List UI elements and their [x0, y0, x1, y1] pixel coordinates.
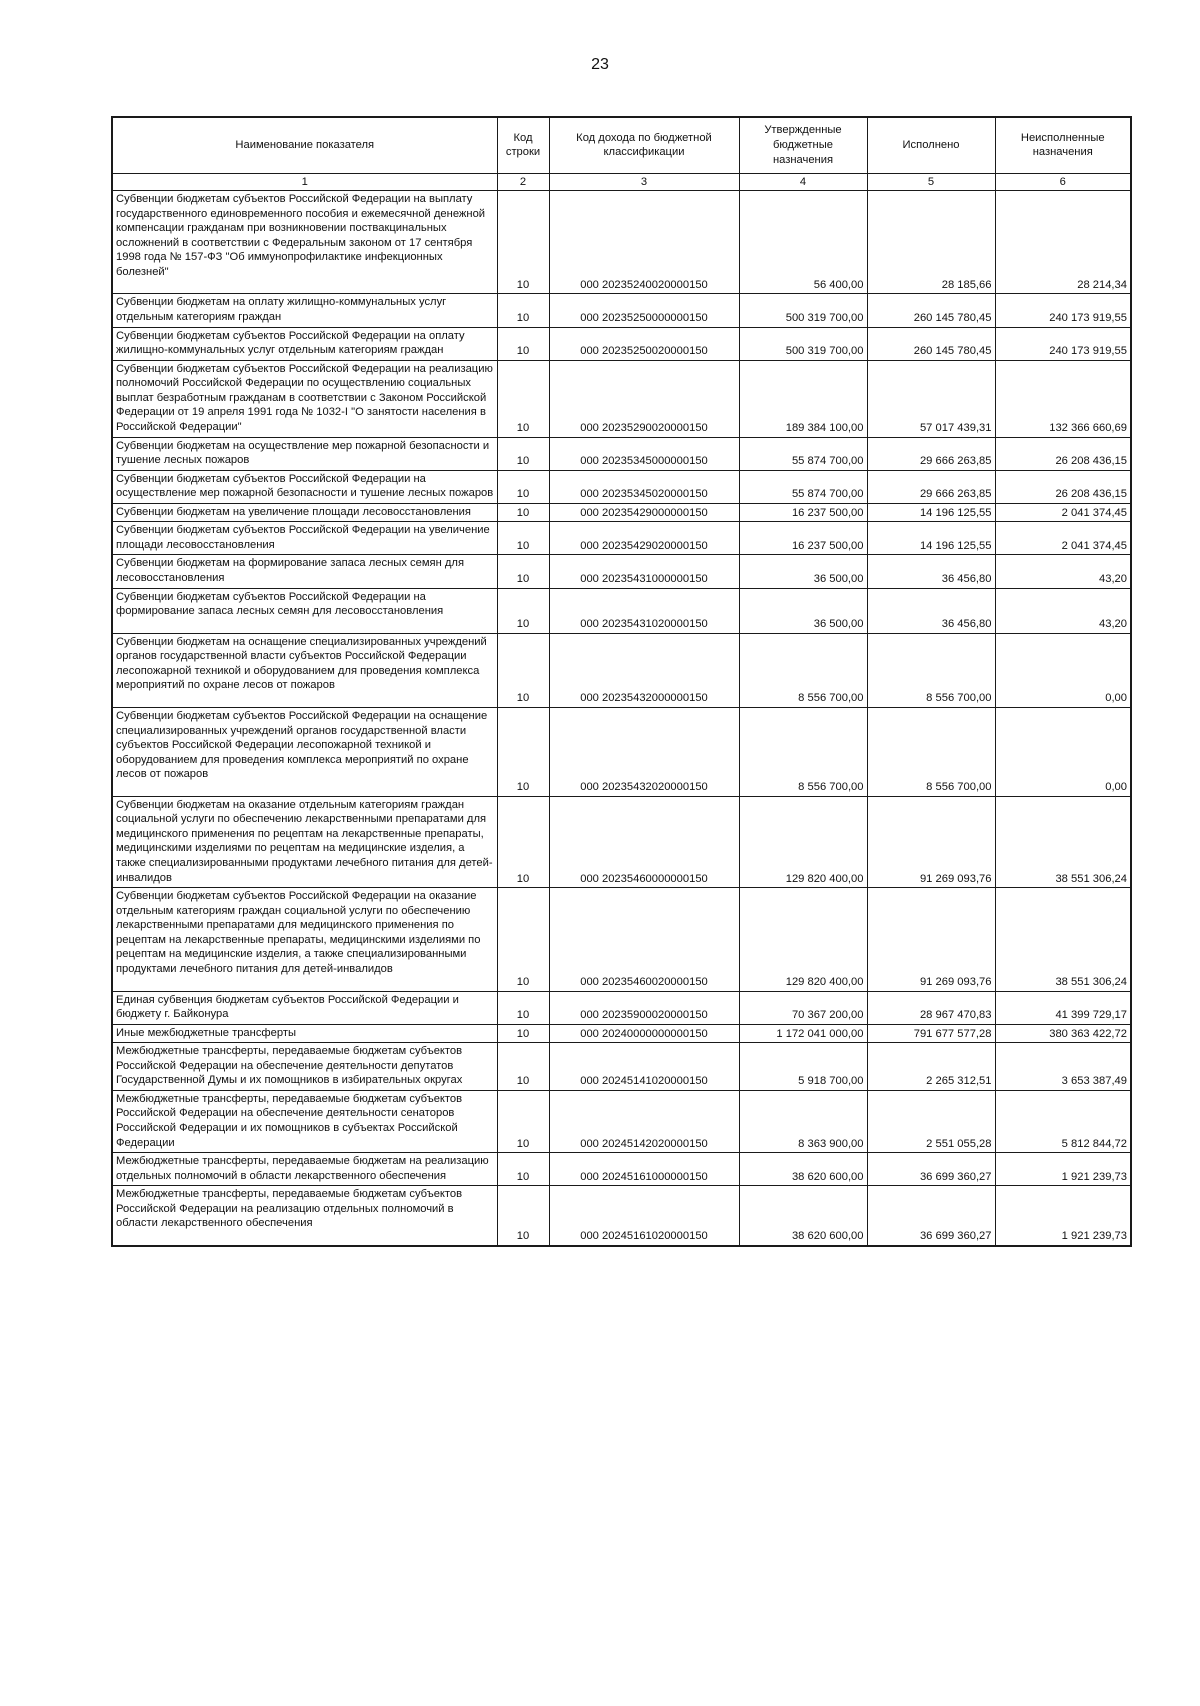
indicator-name: Межбюджетные трансферты, передаваемые бюджетам субъектов Российской Федерации на обеспечение деятельности сенаторов Российской Федерации и их помощников в субъектах Российской Федерации [112, 1090, 497, 1152]
indicator-name: Субвенции бюджетам субъектов Российской Федерации на реализацию полномочий Российской Федерации по осуществлению социальных выплат безработным гражданам в соответствии с Законом Российской Федерации от 19 апреля 1991 года № 1032-I "О занятости населения в Российской Федерации" [112, 360, 497, 437]
executed-amount: 2 551 055,28 [867, 1090, 995, 1152]
table-row [112, 888, 1131, 991]
revenue-code: 000 20235290020000150 [549, 360, 739, 437]
column-number-row [112, 173, 1131, 191]
table-row [112, 437, 1131, 470]
revenue-code: 000 20235429020000150 [549, 522, 739, 555]
table-row [112, 707, 1131, 796]
unexecuted-amount: 132 366 660,69 [995, 360, 1131, 437]
table-row [112, 294, 1131, 327]
approved-amount: 70 367 200,00 [739, 991, 867, 1024]
table-row [112, 633, 1131, 707]
indicator-name: Субвенции бюджетам на оплату жилищно-коммунальных услуг отдельным категориям граждан [112, 294, 497, 327]
budget-revenue-table [111, 116, 1132, 1247]
revenue-code: 000 20245141020000150 [549, 1043, 739, 1091]
approved-amount: 129 820 400,00 [739, 888, 867, 991]
line-code: 10 [497, 437, 549, 470]
approved-amount: 16 237 500,00 [739, 503, 867, 522]
executed-amount: 29 666 263,85 [867, 470, 995, 503]
revenue-code: 000 20235429000000150 [549, 503, 739, 522]
table-row [112, 327, 1131, 360]
table-row [112, 555, 1131, 588]
executed-amount: 36 699 360,27 [867, 1153, 995, 1186]
table-row [112, 522, 1131, 555]
line-code: 10 [497, 888, 549, 991]
executed-amount: 791 677 577,28 [867, 1024, 995, 1043]
line-code: 10 [497, 796, 549, 887]
unexecuted-amount: 2 041 374,45 [995, 522, 1131, 555]
executed-amount: 260 145 780,45 [867, 327, 995, 360]
approved-amount: 16 237 500,00 [739, 522, 867, 555]
line-code: 10 [497, 1153, 549, 1186]
executed-amount: 91 269 093,76 [867, 796, 995, 887]
line-code: 10 [497, 1186, 549, 1246]
revenue-code: 000 20235431020000150 [549, 588, 739, 633]
line-code: 10 [497, 1043, 549, 1091]
table-row [112, 588, 1131, 633]
indicator-name: Межбюджетные трансферты, передаваемые бюджетам на реализацию отдельных полномочий в области лекарственного обеспечения [112, 1153, 497, 1186]
indicator-name: Субвенции бюджетам субъектов Российской Федерации на увеличение площади лесовосстановления [112, 522, 497, 555]
revenue-code: 000 20240000000000150 [549, 1024, 739, 1043]
table-row [112, 796, 1131, 887]
unexecuted-amount: 26 208 436,15 [995, 437, 1131, 470]
indicator-name: Межбюджетные трансферты, передаваемые бюджетам субъектов Российской Федерации на обеспечение деятельности депутатов Государственной Думы и их помощников в избирательных округах [112, 1043, 497, 1091]
unexecuted-amount: 5 812 844,72 [995, 1090, 1131, 1152]
header-approved: Утвержденные бюджетные назначения [739, 117, 867, 173]
unexecuted-amount: 1 921 239,73 [995, 1186, 1131, 1246]
table-row [112, 191, 1131, 294]
line-code: 10 [497, 503, 549, 522]
table-row [112, 360, 1131, 437]
indicator-name: Субвенции бюджетам на оснащение специализированных учреждений органов государственной власти субъектов Российской Федерации лесопожарной техникой и оборудованием для проведения комплекса мероприятий по охране лесов от пожаров [112, 633, 497, 707]
line-code: 10 [497, 991, 549, 1024]
indicator-name: Субвенции бюджетам на оказание отдельным категориям граждан социальной услуги по обеспечению лекарственными препаратами для медицинского применения по рецептам на лекарственные препараты, медицинскими изделиями по рецептам на медицинские изделия, а также специализированными продуктами лечебного питания для детей-инвалидов [112, 796, 497, 887]
revenue-code: 000 20235250020000150 [549, 327, 739, 360]
indicator-name: Субвенции бюджетам субъектов Российской Федерации на выплату государственного единовременного пособия и ежемесячной денежной компенсации гражданам при возникновении поствакцинальных осложнений в соответствии с Федеральным законом от 17 сентября 1998 года № 157-ФЗ "Об иммунопрофилактике инфекционных болезней" [112, 191, 497, 294]
revenue-code: 000 20245161000000150 [549, 1153, 739, 1186]
approved-amount: 55 874 700,00 [739, 437, 867, 470]
table-row [112, 1186, 1131, 1246]
indicator-name: Иные межбюджетные трансферты [112, 1024, 497, 1043]
indicator-name: Субвенции бюджетам субъектов Российской Федерации на оснащение специализированных учреждений органов государственной власти субъектов Российской Федерации лесопожарной техникой и оборудованием для проведения комплекса мероприятий по охране лесов от пожаров [112, 707, 497, 796]
header-line-code: Код строки [497, 117, 549, 173]
revenue-code: 000 20235345020000150 [549, 470, 739, 503]
approved-amount: 38 620 600,00 [739, 1186, 867, 1246]
approved-amount: 129 820 400,00 [739, 796, 867, 887]
revenue-code: 000 20245161020000150 [549, 1186, 739, 1246]
approved-amount: 8 556 700,00 [739, 633, 867, 707]
unexecuted-amount: 43,20 [995, 588, 1131, 633]
header-executed: Исполнено [867, 117, 995, 173]
indicator-name: Субвенции бюджетам субъектов Российской Федерации на оплату жилищно-коммунальных услуг отдельным категориям граждан [112, 327, 497, 360]
unexecuted-amount: 2 041 374,45 [995, 503, 1131, 522]
revenue-code: 000 20235345000000150 [549, 437, 739, 470]
column-number: 2 [497, 173, 549, 191]
indicator-name: Субвенции бюджетам на осуществление мер пожарной безопасности и тушение лесных пожаров [112, 437, 497, 470]
executed-amount: 36 456,80 [867, 588, 995, 633]
table-row [112, 470, 1131, 503]
revenue-code: 000 20235240020000150 [549, 191, 739, 294]
executed-amount: 57 017 439,31 [867, 360, 995, 437]
approved-amount: 56 400,00 [739, 191, 867, 294]
line-code: 10 [497, 522, 549, 555]
header-unexecuted: Неисполненные назначения [995, 117, 1131, 173]
unexecuted-amount: 43,20 [995, 555, 1131, 588]
indicator-name: Субвенции бюджетам на увеличение площади лесовосстановления [112, 503, 497, 522]
header-kbk: Код дохода по бюджетной классификации [549, 117, 739, 173]
executed-amount: 28 967 470,83 [867, 991, 995, 1024]
header-name: Наименование показателя [112, 117, 497, 173]
line-code: 10 [497, 294, 549, 327]
unexecuted-amount: 0,00 [995, 707, 1131, 796]
column-number: 1 [112, 173, 497, 191]
indicator-name: Субвенции бюджетам субъектов Российской Федерации на осуществление мер пожарной безопасности и тушение лесных пожаров [112, 470, 497, 503]
executed-amount: 36 456,80 [867, 555, 995, 588]
indicator-name: Субвенции бюджетам субъектов Российской Федерации на формирование запаса лесных семян для лесовосстановления [112, 588, 497, 633]
executed-amount: 91 269 093,76 [867, 888, 995, 991]
executed-amount: 260 145 780,45 [867, 294, 995, 327]
indicator-name: Субвенции бюджетам на формирование запаса лесных семян для лесовосстановления [112, 555, 497, 588]
table-row [112, 1090, 1131, 1152]
table-row [112, 503, 1131, 522]
line-code: 10 [497, 470, 549, 503]
executed-amount: 2 265 312,51 [867, 1043, 995, 1091]
unexecuted-amount: 380 363 422,72 [995, 1024, 1131, 1043]
unexecuted-amount: 38 551 306,24 [995, 796, 1131, 887]
line-code: 10 [497, 360, 549, 437]
table-row [112, 1043, 1131, 1091]
approved-amount: 500 319 700,00 [739, 327, 867, 360]
line-code: 10 [497, 327, 549, 360]
approved-amount: 55 874 700,00 [739, 470, 867, 503]
revenue-code: 000 20245142020000150 [549, 1090, 739, 1152]
revenue-code: 000 20235250000000150 [549, 294, 739, 327]
approved-amount: 38 620 600,00 [739, 1153, 867, 1186]
executed-amount: 14 196 125,55 [867, 522, 995, 555]
unexecuted-amount: 41 399 729,17 [995, 991, 1131, 1024]
approved-amount: 500 319 700,00 [739, 294, 867, 327]
approved-amount: 36 500,00 [739, 588, 867, 633]
table-header [112, 117, 1131, 191]
line-code: 10 [497, 1024, 549, 1043]
approved-amount: 189 384 100,00 [739, 360, 867, 437]
line-code: 10 [497, 191, 549, 294]
unexecuted-amount: 240 173 919,55 [995, 327, 1131, 360]
table-row [112, 1024, 1131, 1043]
approved-amount: 8 363 900,00 [739, 1090, 867, 1152]
executed-amount: 8 556 700,00 [867, 707, 995, 796]
column-number: 3 [549, 173, 739, 191]
line-code: 10 [497, 555, 549, 588]
revenue-code: 000 20235432020000150 [549, 707, 739, 796]
line-code: 10 [497, 588, 549, 633]
table-row [112, 1153, 1131, 1186]
unexecuted-amount: 240 173 919,55 [995, 294, 1131, 327]
executed-amount: 28 185,66 [867, 191, 995, 294]
executed-amount: 36 699 360,27 [867, 1186, 995, 1246]
unexecuted-amount: 28 214,34 [995, 191, 1131, 294]
revenue-code: 000 20235432000000150 [549, 633, 739, 707]
unexecuted-amount: 0,00 [995, 633, 1131, 707]
line-code: 10 [497, 1090, 549, 1152]
revenue-code: 000 20235900020000150 [549, 991, 739, 1024]
column-number: 6 [995, 173, 1131, 191]
unexecuted-amount: 26 208 436,15 [995, 470, 1131, 503]
indicator-name: Единая субвенция бюджетам субъектов Российской Федерации и бюджету г. Байконура [112, 991, 497, 1024]
unexecuted-amount: 3 653 387,49 [995, 1043, 1131, 1091]
unexecuted-amount: 1 921 239,73 [995, 1153, 1131, 1186]
table-body [112, 191, 1131, 1246]
approved-amount: 8 556 700,00 [739, 707, 867, 796]
column-number: 5 [867, 173, 995, 191]
indicator-name: Межбюджетные трансферты, передаваемые бюджетам субъектов Российской Федерации на реализацию отдельных полномочий в области лекарственного обеспечения [112, 1186, 497, 1246]
revenue-code: 000 20235431000000150 [549, 555, 739, 588]
unexecuted-amount: 38 551 306,24 [995, 888, 1131, 991]
approved-amount: 36 500,00 [739, 555, 867, 588]
line-code: 10 [497, 633, 549, 707]
executed-amount: 29 666 263,85 [867, 437, 995, 470]
revenue-code: 000 20235460000000150 [549, 796, 739, 887]
revenue-code: 000 20235460020000150 [549, 888, 739, 991]
executed-amount: 8 556 700,00 [867, 633, 995, 707]
executed-amount: 14 196 125,55 [867, 503, 995, 522]
line-code: 10 [497, 707, 549, 796]
column-number: 4 [739, 173, 867, 191]
approved-amount: 5 918 700,00 [739, 1043, 867, 1091]
page-number: 23 [591, 56, 609, 73]
approved-amount: 1 172 041 000,00 [739, 1024, 867, 1043]
table-row [112, 991, 1131, 1024]
indicator-name: Субвенции бюджетам субъектов Российской Федерации на оказание отдельным категориям граждан социальной услуги по обеспечению лекарственными препаратами для медицинского применения по рецептам на лекарственные препараты, медицинскими изделиями по рецептам на медицинские изделия, а также специализированными продуктами лечебного питания для детей-инвалидов [112, 888, 497, 991]
